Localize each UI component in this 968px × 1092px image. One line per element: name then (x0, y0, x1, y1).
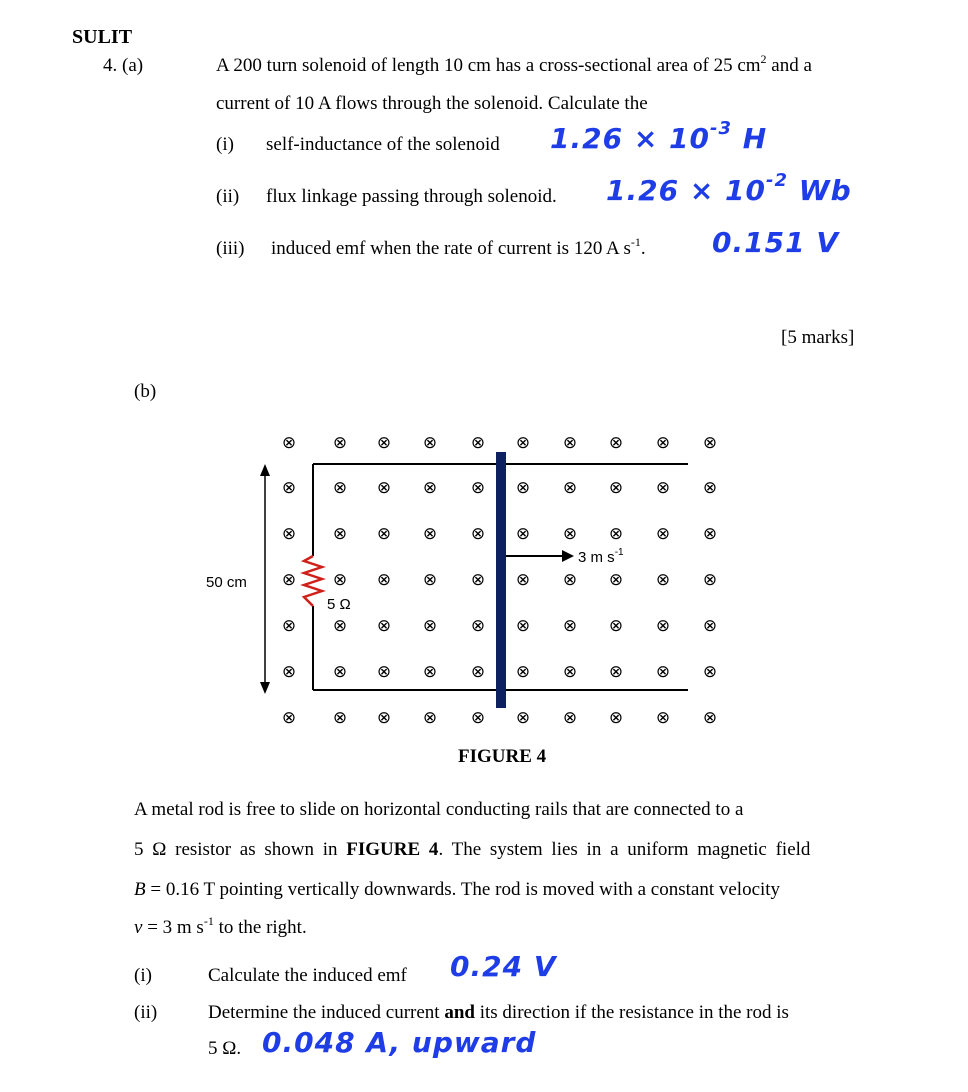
item-a-ii-text: flux linkage passing through solenoid. (266, 186, 557, 207)
field-into-page-symbol: ⊗ (332, 662, 348, 682)
answer-a-iii: 0.151 V (712, 226, 839, 259)
field-into-page-symbol: ⊗ (422, 708, 438, 728)
field-into-page-symbol: ⊗ (515, 524, 531, 544)
item-b-ii-number: (ii) (134, 1002, 158, 1023)
field-into-page-symbol: ⊗ (608, 708, 624, 728)
field-into-page-symbol: ⊗ (376, 524, 392, 544)
part-b-line2: 5 Ω resistor as shown in FIGURE 4. The system lies in a uniform magnetic field (134, 839, 811, 860)
field-into-page-symbol: ⊗ (608, 616, 624, 636)
field-into-page-symbol: ⊗ (562, 616, 578, 636)
field-into-page-symbol: ⊗ (702, 570, 718, 590)
field-into-page-symbol: ⊗ (562, 478, 578, 498)
field-into-page-symbol: ⊗ (376, 616, 392, 636)
item-b-i-text: Calculate the induced emf (208, 965, 407, 986)
field-into-page-symbol: ⊗ (470, 708, 486, 728)
field-into-page-symbol: ⊗ (515, 478, 531, 498)
velocity-label: 3 m $s^{-1}$ (578, 547, 624, 566)
field-into-page-symbol: ⊗ (281, 570, 297, 590)
answer-a-i: $1.26 \times 10^{-3}$ H (550, 118, 768, 155)
field-into-page-symbol: ⊗ (562, 524, 578, 544)
field-into-page-symbol: ⊗ (376, 570, 392, 590)
field-into-page-symbol: ⊗ (702, 662, 718, 682)
field-into-page-symbol: ⊗ (422, 662, 438, 682)
part-b-label: (b) (134, 381, 157, 402)
item-b-ii-line2: 5 Ω. (208, 1038, 242, 1059)
field-into-page-symbol: ⊗ (562, 708, 578, 728)
field-into-page-symbol: ⊗ (332, 433, 348, 453)
item-a-i-number: (i) (216, 134, 234, 155)
field-into-page-symbol: ⊗ (562, 570, 578, 590)
field-into-page-symbol: ⊗ (332, 708, 348, 728)
figure-4 (190, 420, 750, 750)
field-into-page-symbol: ⊗ (422, 433, 438, 453)
answer-b-ii: 0.048 A, upward (262, 1026, 537, 1059)
field-into-page-symbol: ⊗ (515, 616, 531, 636)
field-into-page-symbol: ⊗ (281, 708, 297, 728)
question-intro-line1: A 200 turn solenoid of length 10 cm has a cross-sectional area of 25 $cm^2$ and a (216, 52, 812, 76)
field-into-page-symbol: ⊗ (702, 616, 718, 636)
marks: [5 marks] (781, 327, 855, 348)
resistor-label: 5 Ω (327, 596, 351, 613)
field-into-page-symbol: ⊗ (470, 662, 486, 682)
field-into-page-symbol: ⊗ (702, 478, 718, 498)
field-into-page-symbol: ⊗ (281, 662, 297, 682)
field-into-page-symbol: ⊗ (281, 433, 297, 453)
dimension-arrow-up (260, 464, 270, 476)
dimension-arrow-down (260, 682, 270, 694)
field-into-page-symbol: ⊗ (422, 616, 438, 636)
part-b-line3: B = 0.16 T pointing vertically downwards. The rod is moved with a constant velocity (134, 879, 781, 900)
field-into-page-symbol: ⊗ (702, 524, 718, 544)
field-into-page-symbol: ⊗ (332, 570, 348, 590)
item-a-iii-number: (iii) (216, 238, 245, 259)
field-into-page-symbol: ⊗ (470, 478, 486, 498)
item-a-ii-number: (ii) (216, 186, 240, 207)
field-into-page-symbol: ⊗ (281, 478, 297, 498)
part-b-line4: v = 3 m $s^{-1}$ to the right. (134, 914, 307, 938)
field-into-page-symbol: ⊗ (470, 616, 486, 636)
question-number: 4. (a) (103, 55, 144, 76)
field-into-page-symbol: ⊗ (608, 478, 624, 498)
field-into-page-symbol: ⊗ (422, 524, 438, 544)
field-into-page-symbol: ⊗ (376, 708, 392, 728)
field-into-page-symbol: ⊗ (608, 570, 624, 590)
item-b-i-number: (i) (134, 965, 152, 986)
item-a-i-text: self-inductance of the solenoid (266, 134, 500, 155)
length-label: 50 cm (206, 574, 247, 591)
resistor (304, 556, 322, 606)
item-b-ii-text: Determine the induced current and its direction if the resistance in the rod is (208, 1002, 789, 1023)
item-a-iii-text: induced emf when the rate of current is 120 A $s^{-1}$. (271, 235, 646, 259)
answer-b-i: 0.24 V (450, 950, 557, 983)
velocity-arrow-head (562, 550, 574, 562)
field-into-page-symbol: ⊗ (332, 616, 348, 636)
field-into-page-symbol: ⊗ (422, 478, 438, 498)
field-into-page-symbol: ⊗ (608, 524, 624, 544)
header-mark: SULIT (72, 26, 133, 48)
field-into-page-symbol: ⊗ (562, 433, 578, 453)
field-into-page-symbol: ⊗ (281, 616, 297, 636)
field-into-page-symbol: ⊗ (515, 433, 531, 453)
field-into-page-symbol: ⊗ (562, 662, 578, 682)
field-into-page-symbol: ⊗ (608, 662, 624, 682)
field-into-page-symbol: ⊗ (655, 616, 671, 636)
field-into-page-symbol: ⊗ (470, 524, 486, 544)
field-into-page-symbol: ⊗ (515, 570, 531, 590)
field-into-page-symbol: ⊗ (655, 478, 671, 498)
field-into-page-symbol: ⊗ (655, 708, 671, 728)
field-into-page-symbol: ⊗ (376, 662, 392, 682)
field-into-page-symbol: ⊗ (515, 662, 531, 682)
field-into-page-symbol: ⊗ (470, 433, 486, 453)
question-intro-line2: current of 10 A flows through the solenoid. Calculate the (216, 93, 648, 114)
field-into-page-symbol: ⊗ (608, 433, 624, 453)
field-into-page-symbol: ⊗ (376, 433, 392, 453)
figure-caption: FIGURE 4 (458, 746, 547, 767)
field-into-page-symbol: ⊗ (702, 708, 718, 728)
field-into-page-symbol: ⊗ (422, 570, 438, 590)
field-into-page-symbol: ⊗ (332, 524, 348, 544)
field-into-page-symbol: ⊗ (281, 524, 297, 544)
field-into-page-symbol: ⊗ (702, 433, 718, 453)
field-into-page-symbol: ⊗ (655, 662, 671, 682)
field-into-page-symbol: ⊗ (515, 708, 531, 728)
field-into-page-symbol: ⊗ (655, 570, 671, 590)
part-b-line1: A metal rod is free to slide on horizontal conducting rails that are connected to a (134, 799, 744, 820)
field-into-page-symbol: ⊗ (332, 478, 348, 498)
field-into-page-symbol: ⊗ (376, 478, 392, 498)
field-into-page-symbol: ⊗ (655, 524, 671, 544)
answer-a-ii: $1.26 \times 10^{-2}$ Wb (606, 170, 852, 207)
field-into-page-symbol: ⊗ (655, 433, 671, 453)
metal-rod (496, 452, 506, 708)
field-into-page-symbol: ⊗ (470, 570, 486, 590)
